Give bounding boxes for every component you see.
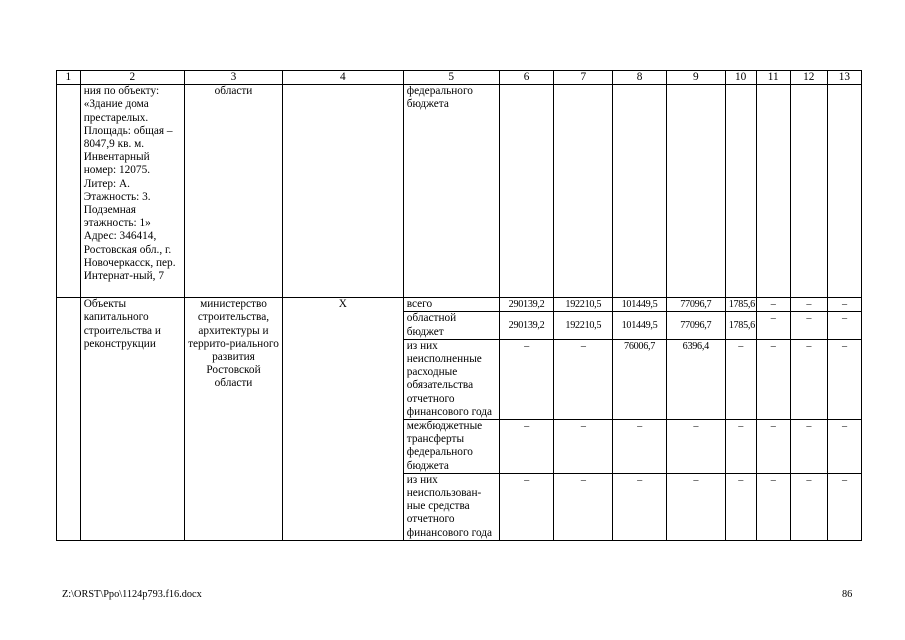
- table-cell: [613, 85, 667, 298]
- header-cell: 11: [756, 71, 790, 85]
- header-row: [57, 71, 862, 85]
- value-cell: –: [827, 298, 861, 312]
- header-cell: 3: [184, 71, 282, 85]
- value-cell: –: [554, 339, 613, 419]
- value-cell: –: [790, 312, 827, 339]
- table-cell: [756, 85, 790, 298]
- object-description: ния по объекту: «Здание дома престарелых. Площадь: общая – 8047,9 кв. м. Инвентарный номер: 12075. Литер: А. Этажность: 3. Подземная этажность: 1» Адрес: 346414, Ростовская обл., г. Новочеркасск, пер. Интернат-ный, 7: [80, 85, 184, 298]
- value-cell: –: [827, 473, 861, 540]
- table-cell: [725, 85, 756, 298]
- value-cell: –: [756, 312, 790, 339]
- header-cell: 13: [827, 71, 861, 85]
- value-cell: –: [756, 420, 790, 474]
- header-cell: 2: [80, 71, 184, 85]
- value-cell: 101449,5: [613, 312, 667, 339]
- source-cell: из них неисполненные расходные обязательства отчетного финансового года: [403, 339, 499, 419]
- value-cell: –: [790, 473, 827, 540]
- value-cell: 6396,4: [666, 339, 725, 419]
- value-cell: 1785,6: [725, 298, 756, 312]
- code-cell: Х: [283, 298, 404, 541]
- source-cell: областной бюджет: [403, 312, 499, 339]
- table-cell: [554, 85, 613, 298]
- source-cell: всего: [403, 298, 499, 312]
- table-cell: [790, 85, 827, 298]
- value-cell: 77096,7: [666, 312, 725, 339]
- value-cell: –: [499, 339, 554, 419]
- source-cell: федерального бюджета: [403, 85, 499, 298]
- value-cell: –: [666, 420, 725, 474]
- value-cell: –: [725, 339, 756, 419]
- value-cell: 290139,2: [499, 298, 554, 312]
- object-title: Объекты капитального строительства и реконструкции: [80, 298, 184, 541]
- value-cell: –: [756, 339, 790, 419]
- value-cell: –: [827, 339, 861, 419]
- source-cell: из них неиспользован-ные средства отчетного финансового года: [403, 473, 499, 540]
- value-cell: –: [613, 473, 667, 540]
- header-cell: 5: [403, 71, 499, 85]
- value-cell: –: [756, 298, 790, 312]
- header-cell: 9: [666, 71, 725, 85]
- value-cell: 77096,7: [666, 298, 725, 312]
- budget-table: [56, 70, 862, 541]
- table-cell: [666, 85, 725, 298]
- value-cell: –: [725, 420, 756, 474]
- value-cell: –: [554, 473, 613, 540]
- value-cell: –: [666, 473, 725, 540]
- table-row: [57, 298, 862, 312]
- table-cell: [57, 85, 81, 298]
- page-number: 86: [842, 589, 853, 600]
- value-cell: 76006,7: [613, 339, 667, 419]
- table-cell: [57, 298, 81, 541]
- value-cell: –: [725, 473, 756, 540]
- value-cell: –: [827, 420, 861, 474]
- header-cell: 8: [613, 71, 667, 85]
- value-cell: –: [613, 420, 667, 474]
- executor-cell: министерство строительства, архитектуры и террито-риального развития Ростовской области: [184, 298, 282, 541]
- value-cell: –: [827, 312, 861, 339]
- source-cell: межбюджетные трансферты федерального бюджета: [403, 420, 499, 474]
- header-cell: 10: [725, 71, 756, 85]
- executor-cell: области: [184, 85, 282, 298]
- value-cell: 192210,5: [554, 312, 613, 339]
- value-cell: –: [790, 298, 827, 312]
- table-cell: [283, 85, 404, 298]
- table-cell: [827, 85, 861, 298]
- value-cell: –: [790, 420, 827, 474]
- table-cell: [499, 85, 554, 298]
- table-row: [57, 85, 862, 298]
- file-path: Z:\ORST\Ppo\1124p793.f16.docx: [62, 589, 202, 600]
- value-cell: –: [790, 339, 827, 419]
- value-cell: 192210,5: [554, 298, 613, 312]
- value-cell: 1785,6: [725, 312, 756, 339]
- header-cell: 4: [283, 71, 404, 85]
- header-cell: 1: [57, 71, 81, 85]
- value-cell: –: [756, 473, 790, 540]
- header-cell: 7: [554, 71, 613, 85]
- value-cell: –: [554, 420, 613, 474]
- value-cell: 290139,2: [499, 312, 554, 339]
- value-cell: –: [499, 473, 554, 540]
- value-cell: 101449,5: [613, 298, 667, 312]
- header-cell: 6: [499, 71, 554, 85]
- header-cell: 12: [790, 71, 827, 85]
- value-cell: –: [499, 420, 554, 474]
